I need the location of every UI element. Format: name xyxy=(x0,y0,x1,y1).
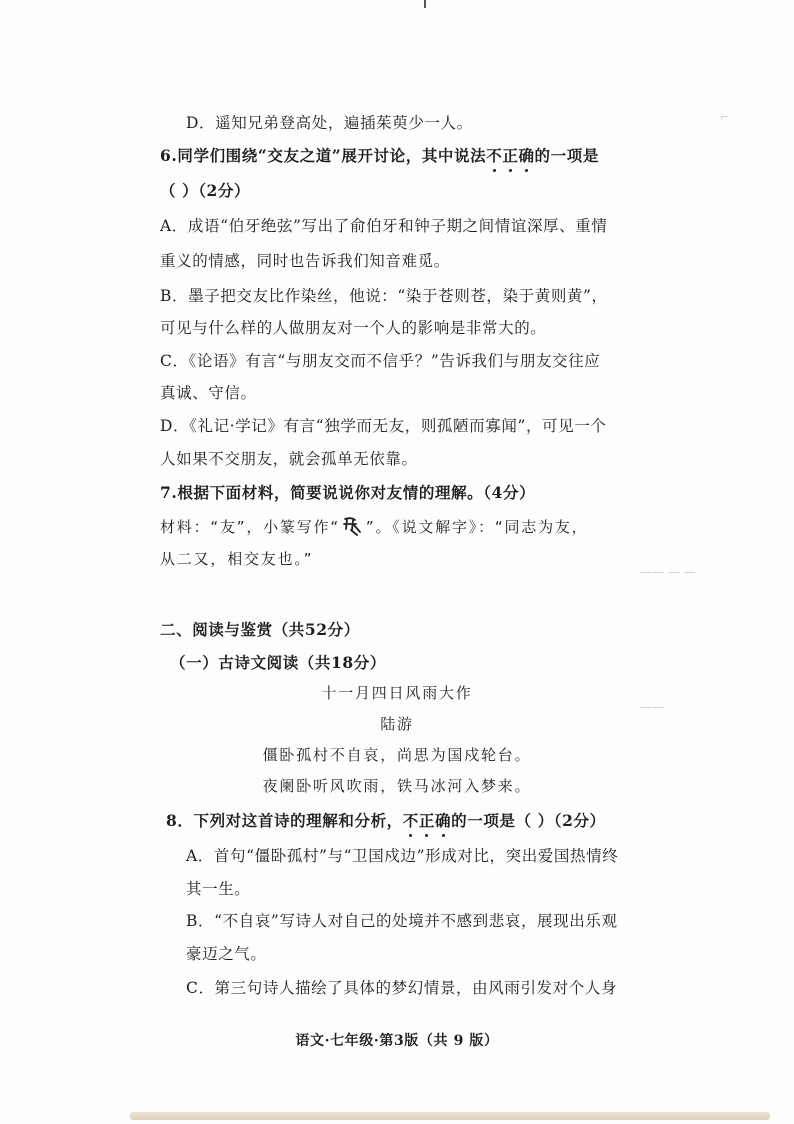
q6-stem-part-a: 6.同学们围绕“交友之道”展开讨论，其中说法 xyxy=(160,146,487,165)
poem-title: 十一月四日风雨大作 xyxy=(321,684,473,702)
section-2-subtitle: （一）古诗文阅读（共18分） xyxy=(170,653,386,672)
q6-emphasis-char: 确 xyxy=(518,146,535,165)
page-footer: 语文·七年级·第3版（共 9 版） xyxy=(295,1033,499,1049)
q8-option-b-line2: 豪迈之气。 xyxy=(186,945,267,963)
q6-emphasis-char: 正 xyxy=(502,146,519,165)
q6-option-b-line1: B．墨子把交友比作染丝，他说：“染于苍则苍，染于黄则黄”， xyxy=(160,287,608,305)
q5-option-d: D．遥知兄弟登高处，遍插茱萸少一人。 xyxy=(186,114,473,132)
q6-stem xyxy=(160,145,599,167)
q7-material-part-a: 材料：“友”，小篆写作“ xyxy=(160,518,340,536)
q6-points: （ ）（2分） xyxy=(160,181,251,200)
scan-page-edge xyxy=(130,1112,770,1120)
q8-option-c-line1: C．第三句诗人描绘了具体的梦幻情景，由风雨引发对个人身 xyxy=(186,979,618,997)
q6-option-d-line2: 人如果不交朋友，就会孤单无依靠。 xyxy=(160,450,418,468)
q8-option-b-line1: B．“不自哀”写诗人对自己的处境并不感到悲哀，展现出乐观 xyxy=(186,912,618,930)
poem-author: 陆游 xyxy=(380,715,414,733)
bleed-through-mark: ⌐ xyxy=(720,110,731,124)
q8-stem-part-a: 8．下列对这首诗的理解和分析， xyxy=(166,811,403,830)
q6-option-c-line1: C．《论语》有言“与朋友交而不信乎？”告诉我们与朋友交往应 xyxy=(160,352,601,370)
q7-stem: 7.根据下面材料，简要说说你对友情的理解。（4分） xyxy=(160,483,536,502)
q6-option-c-line2: 真诚、守信。 xyxy=(160,384,257,402)
q8-emphasis-char: 正 xyxy=(418,811,436,830)
poem-line-2: 夜阑卧听风吹雨，铁马冰河入梦来。 xyxy=(262,777,532,795)
q7-material xyxy=(160,515,588,538)
q8-option-a-line1: A．首句“僵卧孤村”与“卫国戍边”形成对比，突出爱国热情终 xyxy=(186,847,619,865)
q7-material-part-b: ”。《说文解字》：“同志为友， xyxy=(365,518,589,536)
q6-option-a-line2: 重义的情感，同时也告诉我们知音难觅。 xyxy=(160,252,450,270)
q8-option-a-line2: 其一生。 xyxy=(186,880,251,898)
scan-mark xyxy=(424,0,426,8)
q6-stem-part-b: 的一项是 xyxy=(534,146,599,165)
q8-emphasis-char: 确 xyxy=(435,811,452,830)
q6-option-b-line2: 可见与什么样的人做朋友对一个人的影响是非常大的。 xyxy=(160,319,547,337)
q6-option-a-line1: A．成语“伯牙绝弦”写出了俞伯牙和钟子期之间情谊深厚、重情 xyxy=(160,217,608,235)
poem-line-1: 僵卧孤村不自哀，尚思为国戍轮台。 xyxy=(262,746,532,764)
q8-emphasis-char: 不 xyxy=(402,811,419,830)
q6-option-d-line1: D．《礼记·学记》有言“独学而无友，则孤陋而寡闻”，可见一个 xyxy=(160,417,607,435)
bleed-through-mark: —— xyxy=(640,700,664,714)
q8-stem xyxy=(166,810,606,832)
q8-stem-part-b: 的一项是（ ）（2分） xyxy=(451,811,606,830)
seal-script-you-glyph xyxy=(342,515,364,537)
q6-emphasis-char: 不 xyxy=(486,146,503,165)
bleed-through-mark: —— — — xyxy=(640,565,696,579)
section-2-title: 二、阅读与鉴赏（共52分） xyxy=(160,620,360,639)
q7-material-line2: 从二又，相交友也。” xyxy=(160,550,314,568)
